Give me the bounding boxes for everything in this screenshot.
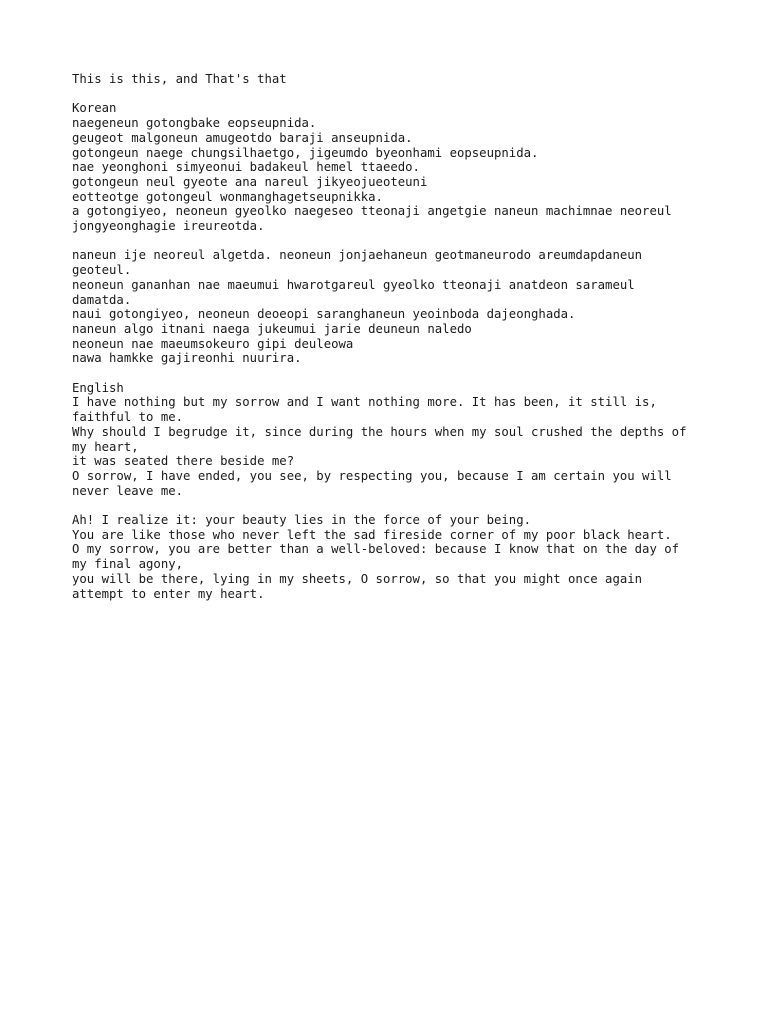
poem-line: geoteul. bbox=[72, 263, 132, 278]
poem-line: Why should I begrudge it, since during the hours when my soul crushed the depths of bbox=[72, 424, 687, 439]
document-title: This is this, and That's that bbox=[72, 72, 287, 86]
poem-line: never leave me. bbox=[72, 483, 184, 498]
poem-line: Ah! I realize it: your beauty lies in the force of your being. bbox=[72, 513, 532, 528]
poem-line: damatda. bbox=[72, 292, 132, 307]
poem-line: naegeneun gotongbake eopseupnida. bbox=[72, 116, 317, 131]
poem-line: my final agony, bbox=[72, 557, 184, 572]
english-stanza-1 bbox=[72, 395, 708, 498]
poem-line: nae yeonghoni simyeonui badakeul hemel ttaeedo. bbox=[72, 160, 420, 175]
poem-line: nawa hamkke gajireonhi nuurira. bbox=[72, 351, 302, 366]
poem-line: O my sorrow, you are better than a well-beloved: because I know that on the day of bbox=[72, 542, 680, 557]
document-page bbox=[72, 72, 708, 601]
korean-heading: Korean bbox=[72, 101, 117, 116]
poem-line: it was seated there beside me? bbox=[72, 454, 295, 469]
poem-line: neoneun nae maeumsokeuro gipi deuleowa bbox=[72, 336, 354, 351]
korean-stanza-2 bbox=[72, 248, 708, 366]
poem-line: naui gotongiyeo, neoneun deoeopi saranghaneun yeoinboda dajeonghada. bbox=[72, 307, 576, 322]
english-heading: English bbox=[72, 380, 124, 395]
poem-line: eotteotge gotongeul wonmanghagetseupnikka. bbox=[72, 189, 383, 204]
poem-line: naneun ije neoreul algetda. neoneun jonjaehaneun geotmaneurodo areumdapdaneun bbox=[72, 248, 643, 263]
spacer bbox=[72, 366, 708, 381]
spacer bbox=[72, 498, 708, 513]
poem-line: faithful to me. bbox=[72, 410, 184, 425]
poem-line: attempt to enter my heart. bbox=[72, 586, 265, 601]
poem-line: naneun algo itnani naega jukeumui jarie deuneun naledo bbox=[72, 321, 472, 336]
poem-line: you will be there, lying in my sheets, O sorrow, so that you might once again bbox=[72, 571, 643, 586]
poem-line: O sorrow, I have ended, you see, by respecting you, because I am certain you will bbox=[72, 468, 672, 483]
poem-line: I have nothing but my sorrow and I want nothing more. It has been, it still is, bbox=[72, 395, 657, 410]
poem-line: gotongeun naege chungsilhaetgo, jigeumdo byeonhami eopseupnida. bbox=[72, 145, 539, 160]
english-stanza-2 bbox=[72, 513, 708, 601]
poem-line: jongyeonghagie ireureotda. bbox=[72, 219, 265, 234]
poem-line: my heart, bbox=[72, 439, 139, 454]
korean-stanza-1 bbox=[72, 116, 708, 234]
poem-line: neoneun gananhan nae maeumui hwarotgareul gyeolko tteonaji anatdeon sarameul bbox=[72, 277, 635, 292]
poem-line: You are like those who never left the sad fireside corner of my poor black heart. bbox=[72, 527, 672, 542]
poem-line: geugeot malgoneun amugeotdo baraji anseupnida. bbox=[72, 130, 413, 145]
poem-line: a gotongiyeo, neoneun gyeolko naegeseo tteonaji angetgie naneun machimnae neoreul bbox=[72, 204, 672, 219]
poem-line: gotongeun neul gyeote ana nareul jikyeojueoteuni bbox=[72, 174, 428, 189]
spacer bbox=[72, 234, 708, 249]
spacer bbox=[72, 87, 708, 102]
